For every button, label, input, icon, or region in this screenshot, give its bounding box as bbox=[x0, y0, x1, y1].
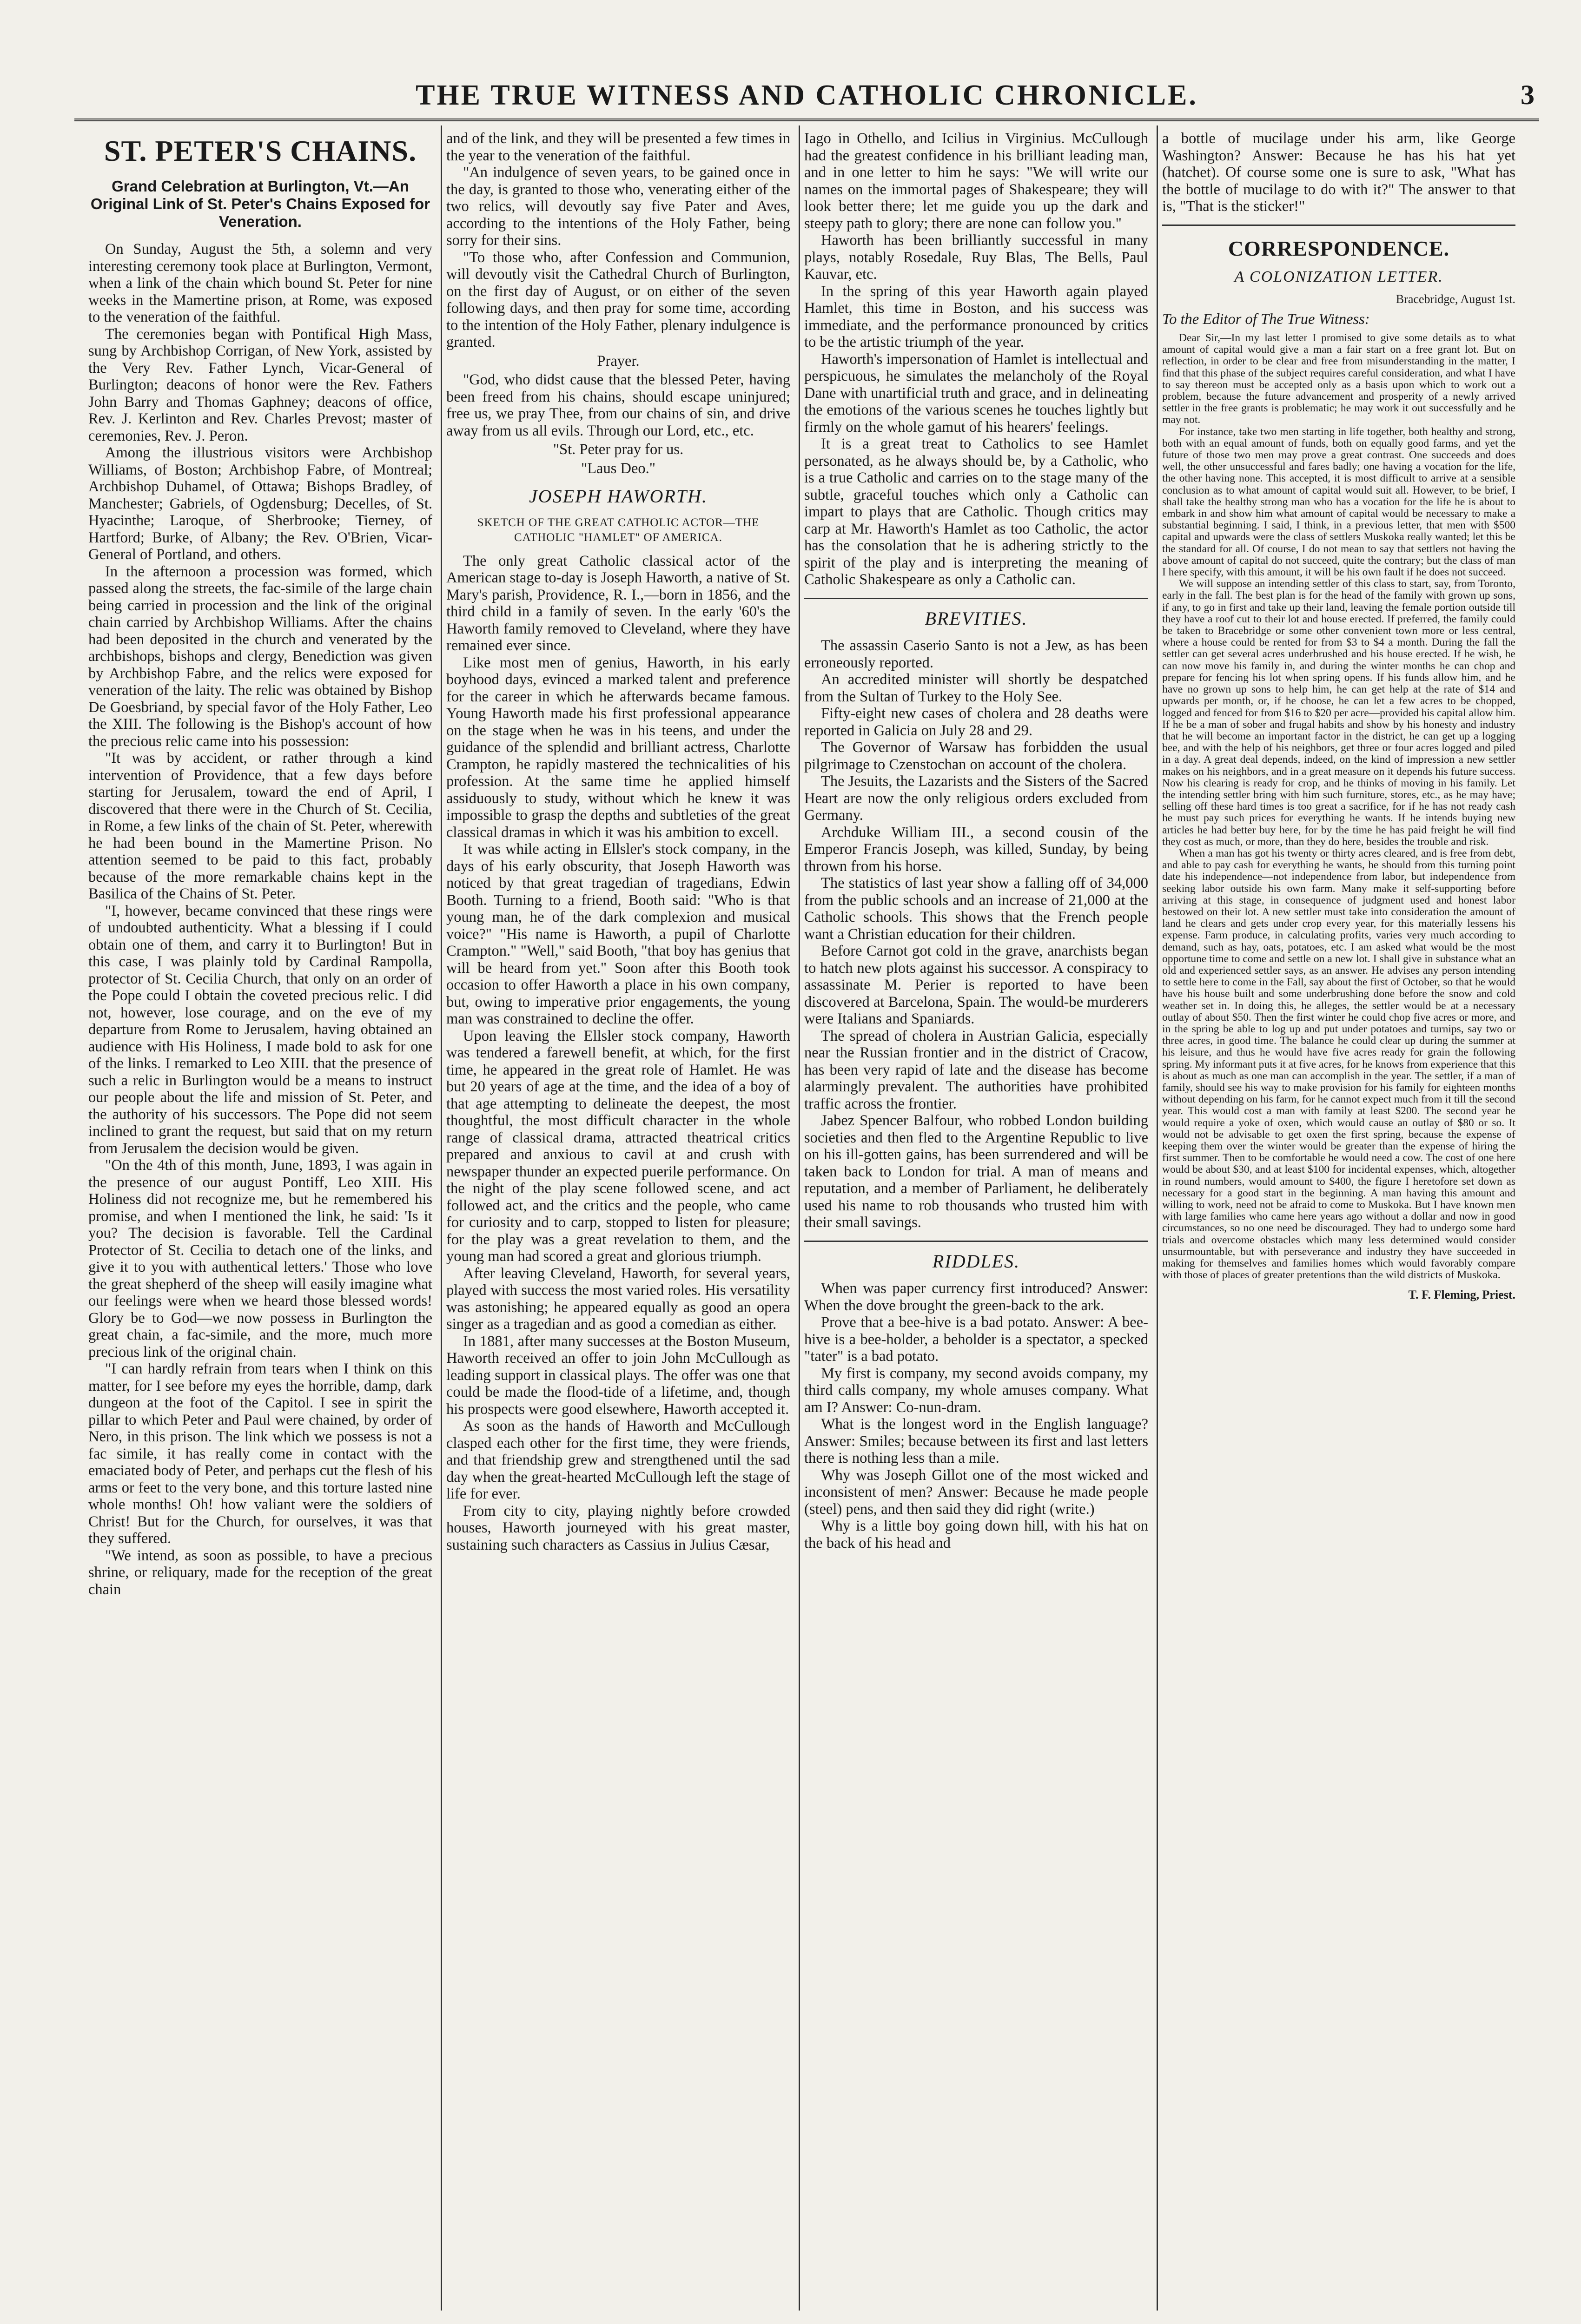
letter-paragraph: Dear Sir,—In my last letter I promised to give some details as to what amount of capital would give a man a fair start on a free grant lot. But on reflection, in order to be clear and free from misunderstanding in the matter, I find that this phase of the subject requires careful consideration, and what I have to say thereon must be accepted only as a basis upon which to work out a problem, because the future advancement and prosperity of a newly arrived settler in the free grants is problematic; he may work it out successfully and he may not. bbox=[1162, 332, 1515, 426]
paragraph: The ceremonies began with Pontifical High Mass, sung by Archbishop Corrigan, of New York, assisted by the Very Rev. Father Lynch, Vicar-General of Burlington; deacons of honor were the Rev. Fathers John Barry and Thomas Gaphney; deacons of office, Rev. J. Kerlinton and Rev. Charles Prevost; master of ceremonies, Rev. J. Peron. bbox=[88, 325, 432, 444]
paragraph: Haworth's impersonation of Hamlet is intellectual and perspicuous, he simulates the melancholy of the Royal Dane with unartificial truth and grace, and in delineating the emotions of the various scenes he touches lightly but firmly on the whole gamut of his hearers' feelings. bbox=[804, 350, 1148, 436]
letter-paragraph: When a man has got his twenty or thirty acres cleared, and is free from debt, and able to pay cash for everything he wants, he should from this turning point date his independence—not independence from labor, but independence from seeking labor outside his own farm. Many make it self-supporting before arriving at this stage, in consequence of judgment used and honest labor bestowed on their lot. A new settler must take into consideration the amount of land he clears and gets under crop every year, for this materially lessens his expense. Farm produce, in calculating profits, varies very much according to demand, such as hay, oats, potatoes, etc. I am asked what would be the most opportune time to come and settle on a new lot. I shall give in substance what an old and experienced settler says, as an answer. He advises any person intending to settle here to come in the Fall, say about the first of October, so that he would have his house built and some underbrushing done before the snow and cold weather set in. In doing this, he alleges, the settler would be at a necessary outlay of about $50. Then the first winter he could chop five acres or more, and in the spring be able to log up and put under potatoes and turnips, say two or three acres, in good time. The balance he could clear up during the summer at his leisure, and thus he would have five acres ready for grain the following spring. My informant puts it at five acres, for he knows from experience that this is about as much as one man can accomplish in the year. The settler, if a man of family, should see his way to make provision for his family for eighteen months without depending on his farm, for he cannot expect much from it till the second year. This would cost a man with family at least $200. The second year he would require a yoke of oxen, which would cause an outlay of $80 or so. It would not be advisable to get oxen the first spring, because the expense of keeping them over the winter would be greater than the expense of hiring the first summer. Then to be comfortable he would need a cow. The cost of one here would be about $30, and at least $100 for incidental expenses, which, altogether in round numbers, would amount to $400, the figure I heretofore set down as necessary for a good start in the beginning. A man having this amount and willing to work, need not be afraid to come to Muskoka. But I have known men with large families who came here years ago without a dollar and now in good circumstances, so no one need be discouraged. They had to undergo some hard trials and overcome obstacles which many less determined would consider unsurmountable, but with perseverance and industry they have succeeded in making for themselves and families homes which would favorably compare with those of places of greater pretentions than the wild districts of Muskoka. bbox=[1162, 847, 1515, 1281]
paragraph: On Sunday, August the 5th, a solemn and very interesting ceremony took place at Burlington, Vermont, when a link of the chain which bound St. Peter for nine weeks in the Mamertine prison, at Rome, was exposed to the veneration of the faithful. bbox=[88, 241, 432, 325]
paragraph: "An indulgence of seven years, to be gained once in the day, is granted to those who, venerating either of the two relics, will devoutly say five Pater and Aves, according to the intentions of the Holy Father, being sorry for their sins. bbox=[446, 164, 790, 249]
brevity-item: The Jesuits, the Lazarists and the Sisters of the Sacred Heart are now the only religious orders excluded from Germany. bbox=[804, 773, 1148, 824]
paragraph: Like most men of genius, Haworth, in his early boyhood days, evinced a marked talent and preference for the career in which he afterwards became famous. Young Haworth made his first professional appearance on the stage when he was in his teens, and under the guidance of the splendid and brilliant actress, Charlotte Crampton, he rapidly mastered the technicalities of his profession. At the same time he applied himself assiduously to study, without which he knew it was impossible to grasp the depths and subtleties of the great classical dramas in which it was his ambition to excell. bbox=[446, 654, 790, 841]
paragraph: "To those who, after Confession and Communion, will devoutly visit the Cathedral Church of Burlington, on the first day of August, or on either of the seven following days, and then pray for some time, according to the intention of the Holy Father, plenary indulgence is granted. bbox=[446, 249, 790, 350]
paragraph: "On the 4th of this month, June, 1893, I was again in the presence of our august Pontiff, Leo XIII. His Holiness did not recognize me, but he remembered his promise, and when I mentioned the link, he said: 'Is it you? The decision is favorable. Tell the Cardinal Protector of St. Cecilia to detach one of the links, and give it to you with authentical letters.' Those who love the great shepherd of the sheep will easily imagine what our feelings were when we heard those blessed words! Glory be to God—we now possess in Burlington the great chain, a fac-simile, and the more, much more precious link of the original chain. bbox=[88, 1157, 432, 1360]
brevity-item: Jabez Spencer Balfour, who robbed London building societies and then fled to the Argentine Republic to live on his ill-gotten gains, has been surrendered and will be taken back to London for trial. A man of means and reputation, and a member of Parliament, he deliberately used his name to rob thousands who trusted him with their small savings. bbox=[804, 1112, 1148, 1231]
brevity-item: Before Carnot got cold in the grave, anarchists began to hatch new plots against his successor. A conspiracy to assassinate M. Perier is reported to have been discovered at Barcelona, Spain. The would-be murderers were Italians and Spaniards. bbox=[804, 943, 1148, 1027]
paragraph: The only great Catholic classical actor of the American stage to-day is Joseph Haworth, a native of St. Mary's parish, Providence, R. I.,—born in 1856, and the third child in a family of seven. In the early '60's the Haworth family removed to Cleveland, where they have remained ever since. bbox=[446, 552, 790, 654]
paragraph: Iago in Othello, and Icilius in Virginius. McCullough had the greatest confidence in his brilliant leading man, and in one letter to him he says: "We will write our names on the immortal pages of Shakespeare; they will look better there; let me guide you up the dark and steepy path to glory; there are none can follow you." bbox=[804, 130, 1148, 232]
letter-paragraph: We will suppose an intending settler of this class to start, say, from Toronto, early in the fall. The best plan is for the head of the family with grown up sons, if any, to go in first and take up their land, leaving the female portion outside till they have a roof cut to their lot and house erected. If preferred, the family could be taken to Bracebridge or some other convenient town more or less central, where a house could be rented for from $3 to $4 a month. During the fall the settler can get several acres underbrushed and his house erected. If he wish, he can now move his family in, and during the winter months he can chop and prepare for fencing his lot when spring opens. If his funds allow him, and he have no grown up sons to help him, he can get help at the rate of $14 and upwards per month, or, if he choose, he can let a few acres to be chopped, logged and fenced for from $16 to $20 per acre—provided his capital allow him. If he be a man of sober and frugal habits and show by his honesty and industry that he will become an important factor in the district, he can get up a logging bee, and with the help of his neighbors, get three or four acres logged and piled in a day. A great deal depends, indeed, on the kind of impression a new settler makes on his neighbors, and in a great measure on it depends his future success. Now his clearing is ready for crop, and he thinks of moving in his family. Let the intending settler bring with him such furniture, stores, etc., as he may have; selling off these hard times is too great a sacrifice, for if he has not ready cash he must pay such prices for everything he wants. If he intends buying new articles he had better buy here, for by the time he has paid freight he will find they cost as much, or more, than they do here, besides the trouble and risk. bbox=[1162, 578, 1515, 848]
column-3 bbox=[804, 130, 1148, 2311]
paragraph: In 1881, after many successes at the Boston Museum, Haworth received an offer to join John McCullough as leading support in classical plays. The offer was one that could be made the flood-tide of a lifetime, and, though his prospects were good elsewhere, Haworth accepted it. bbox=[446, 1333, 790, 1418]
paragraph: "I can hardly refrain from tears when I think on this matter, for I see before my eyes the horrible, damp, dark dungeon at the foot of the Capitol. I see in spirit the pillar to which Peter and Paul were chained, by order of Nero, in this prison. The link which we possess is not a fac simile, it has really come in contact with the emaciated body of Peter, and perhaps cut the flesh of his arms or feet to the very bone, and this torture lasted nine whole months! Oh! how valiant were the soldiers of Christ! But for the Church, for ourselves, it was that they suffered. bbox=[88, 1360, 432, 1547]
article-subheading: Grand Celebration at Burlington, Vt.—An Original Link of St. Peter's Chains Exposed for Veneration. bbox=[90, 178, 430, 230]
brevity-item: The Governor of Warsaw has forbidden the usual pilgrimage to Czenstochan on account of the cholera. bbox=[804, 739, 1148, 773]
dateline: Bracebridge, August 1st. bbox=[1396, 292, 1515, 306]
paragraph: "We intend, as soon as possible, to have a precious shrine, or reliquary, made for the reception of the great chain bbox=[88, 1547, 432, 1598]
paragraph: It was while acting in Ellsler's stock company, in the days of his early obscurity, that Joseph Haworth was noticed by that great tragedian of tragedians, Edwin Booth. Turning to a friend, Booth said: "Who is that young man, he of the dark complexion and musical voice?" "His name is Haworth, a pupil of Charlotte Crampton." "Well," said Booth, "that boy has genius that will be heard from yet." Soon after this Booth took occasion to offer Haworth a place in his own company, but, owing to imperative prior engagements, the young man was constrained to decline the offer. bbox=[446, 841, 790, 1027]
paragraph: As soon as the hands of Haworth and McCullough clasped each other for the first time, they were friends, and that friendship grew and strengthened until the sad day when the great-hearted McCullough left the stage of life for ever. bbox=[446, 1418, 790, 1502]
paragraph: In the spring of this year Haworth again played Hamlet, this time in Boston, and his success was immediate, and the performance pronounced by critics to be the artistic triumph of the year. bbox=[804, 283, 1148, 350]
section-divider bbox=[1162, 224, 1515, 226]
article-heading: JOSEPH HAWORTH. bbox=[529, 486, 708, 507]
article-subheading: SKETCH OF THE GREAT CATHOLIC ACTOR—THE CATHOLIC "HAMLET" OF AMERICA. bbox=[477, 516, 760, 544]
paragraph: Among the illustrious visitors were Archbishop Williams, of Boston; Archbishop Fabre, of Montreal; Archbishop Duhamel, of Ottawa; Bishops Bradley, of Manchester; Gabriels, of Ogdensburg; Decelles, of St. Hyacinthe; Laroque, of Sherbrooke; Tierney, of Hartford; Burke, of Albany; the Rev. O'Brien, Vicar-General of Portland, and others. bbox=[88, 444, 432, 563]
section-heading: BREVITIES. bbox=[925, 607, 1028, 629]
paragraph: From city to city, playing nightly before crowded houses, Haworth journeyed with his great master, sustaining such characters as Cassius in Julius Cæsar, bbox=[446, 1502, 790, 1553]
section-divider bbox=[804, 1241, 1148, 1242]
section-heading: CORRESPONDENCE. bbox=[1228, 236, 1450, 260]
paragraph: In the afternoon a procession was formed, which passed along the streets, the fac-simile of the large chain being carried in procession and the link of the original chain carried by Archbishop Williams. After the chains had been deposited in the church and venerated by the archbishops, bishops and clergy, Benediction was given by Archbishop Fabre, and the relics were exposed for veneration of the laity. The relic was obtained by Bishop De Goesbriand, by special favor of the Holy Father, Leo the XIII. The following is the Bishop's account of how the precious relic came into his possession: bbox=[88, 563, 432, 750]
closing-line: "St. Peter pray for us. bbox=[553, 441, 684, 458]
letter-title: A COLONIZATION LETTER. bbox=[1234, 268, 1443, 285]
column-divider bbox=[1157, 125, 1158, 2311]
riddle-item: What is the longest word in the English language? Answer: Smiles; because between its first and last letters there is nothing less than a mile. bbox=[804, 1416, 1148, 1466]
salutation: To the Editor of The True Witness: bbox=[1162, 310, 1370, 328]
paragraph: a bottle of mucilage under his arm, like George Washington? Answer: Because he has his hat yet (hatchet). Of course some one is sure to ask, "What has the bottle of mucilage to do with it?" The answer to that is, "That is the sticker!" bbox=[1162, 130, 1515, 215]
paragraph: After leaving Cleveland, Haworth, for several years, played with success the most varied roles. His versatility was astonishing; he appeared equally as good an opera singer as a tragedian and as good a comedian as either. bbox=[446, 1265, 790, 1333]
column-1 bbox=[88, 130, 432, 2311]
riddle-item: My first is company, my second avoids company, my third calls company, my whole amuses company. What am I? Answer: Co-nun-dram. bbox=[804, 1365, 1148, 1416]
column-4 bbox=[1162, 130, 1515, 2311]
section-heading: RIDDLES. bbox=[932, 1250, 1020, 1272]
masthead bbox=[74, 79, 1539, 116]
letter-paragraph: For instance, take two men starting in life together, both healthy and strong, both with an equal amount of funds, both on equally good farms, and yet the future of those two men may prove a great contrast. One succeeds and does well, the other unsuccessful and fares badly; one having a vocation for the life, the other having none. This accepted, it is most difficult to arrive at a sensible conclusion as to what amount of capital would suit all. However, to be brief, I shall take the healthy strong man who has a vocation for the life he is about to embark in and show him what amount of capital would be necessary to make a substantial beginning. I said, I think, in a previous letter, that men with $500 capital and upwards were the class of settlers Muskoka really wanted; let this be the standard for all. Of course, I do not mean to say that settlers not having the above amount of capital do not succeed, quite the contrary; but the class of man I here specify, with this amount, it will be his own fault if he does not succeed. bbox=[1162, 425, 1515, 579]
paragraph: "It was by accident, or rather through a kind intervention of Providence, that a few days before starting for Jerusalem, toward the end of April, I discovered that there were in the Church of St. Cecilia, in Rome, a few links of the chain of St. Peter, wherewith he had been bound in the Mamertine Prison. No attention seemed to be paid to this fact, probably because of the more remarkable chains kept in the Basilica of the Chains of St. Peter. bbox=[88, 750, 432, 902]
paragraph: It is a great treat to Catholics to see Hamlet personated, as he always should be, by a Catholic, who is a true Catholic and carries on to the stage many of the subtle, graceful touches which only a Catholic can impart to plays that are Catholic. Though critics may carp at Mr. Haworth's Hamlet as too Catholic, the actor has the consolation that he is adhering strictly to the spirit of the play and is interpreting the meaning of Catholic Shakespeare as only a Catholic can. bbox=[804, 436, 1148, 588]
brevity-item: An accredited minister will shortly be despatched from the Sultan of Turkey to the Holy See. bbox=[804, 671, 1148, 705]
column-divider bbox=[441, 125, 442, 2311]
paragraph: and of the link, and they will be presented a few times in the year to the veneration of the faithful. bbox=[446, 130, 790, 164]
brevity-item: The assassin Caserio Santo is not a Jew, as has been erroneously reported. bbox=[804, 637, 1148, 671]
signature: T. F. Fleming, Priest. bbox=[1408, 1288, 1515, 1302]
riddle-item: Why is a little boy going down hill, with his hat on the back of his head and bbox=[804, 1518, 1148, 1552]
brevity-item: Archduke William III., a second cousin of the Emperor Francis Joseph, was killed, Sunday, by being thrown from his horse. bbox=[804, 824, 1148, 875]
paragraph: Haworth has been brilliantly successful in many plays, notably Rosedale, Ruy Blas, The Bells, Paul Kauvar, etc. bbox=[804, 232, 1148, 283]
column-2 bbox=[446, 130, 790, 2311]
riddle-item: When was paper currency first introduced? Answer: When the dove brought the green-back to the ark. bbox=[804, 1280, 1148, 1314]
section-divider bbox=[804, 598, 1148, 599]
paragraph: Upon leaving the Ellsler stock company, Haworth was tendered a farewell benefit, at which, for the first time, he appeared in the great role of Hamlet. He was but 20 years of age at the time, and the idea of a boy of that age attempting to delineate the deepest, the most thoughtful, the most difficult character in the whole range of classical drama, attracted theatrical critics prepared and anxious to cavil at and crush with newspaper thunder an expected puerile performance. On the night of the play scene followed scene, and act followed act, and the critics and the people, who came for curiosity and to carp, stopped to listen for pleasure; for the play was a great revelation to them, and the young man had scored a great and glorious triumph. bbox=[446, 1027, 790, 1265]
column-divider bbox=[799, 125, 800, 2311]
riddle-item: Why was Joseph Gillot one of the most wicked and inconsistent of men? Answer: Because he made people (steel) pens, and then said they did right (write.) bbox=[804, 1466, 1148, 1518]
masthead-rule bbox=[74, 119, 1539, 121]
paragraph: "I, however, became convinced that these rings were of undoubted authenticity. What a blessing if I could obtain one of them, and carry it to Burlington! But in this case, I was plainly told by Cardinal Rampolla, protector of St. Cecilia Church, that only on an order of the Pope could I obtain the coveted precious relic. I did not, however, lose courage, and on the eve of my departure from Rome to Jerusalem, having obtained an audience with His Holiness, I made bold to ask for one of the links. I remarked to Leo XIII. that the presence of such a relic in Burlington would be a means to instruct our people about the life and mission of St. Peter, and the authority of his successors. The Pope did not seem inclined to grant the request, but said that on my return from Jerusalem the decision would be given. bbox=[88, 902, 432, 1157]
closing-line: "Laus Deo." bbox=[581, 460, 656, 477]
riddle-item: Prove that a bee-hive is a bad potato. Answer: A bee-hive is a bee-holder, a beholder is a spectator, a specked "tater" is a bad potato. bbox=[804, 1314, 1148, 1365]
page-number: 3 bbox=[1521, 79, 1535, 110]
brevity-item: The statistics of last year show a falling off of 34,000 from the public schools and an increase of 21,000 at the Catholic schools. This shows that the French people want a Christian education for their children. bbox=[804, 875, 1148, 943]
masthead-title: THE TRUE WITNESS AND CATHOLIC CHRONICLE. bbox=[416, 79, 1198, 111]
brevity-item: Fifty-eight new cases of cholera and 28 deaths were reported in Galicia on July 28 and 29. bbox=[804, 705, 1148, 739]
prayer-label: Prayer. bbox=[597, 352, 640, 370]
brevity-item: The spread of cholera in Austrian Galicia, especially near the Russian frontier and in the district of Cracow, has been very rapid of late and the disease has become alarmingly prevalent. The authorities have prohibited traffic across the frontier. bbox=[804, 1027, 1148, 1112]
prayer-text: "God, who didst cause that the blessed Peter, having been freed from his chains, should escape uninjured; free us, we pray Thee, from our chains of sin, and drive away from us all evils. Through our Lord, etc., etc. bbox=[446, 371, 790, 439]
article-heading: ST. PETER'S CHAINS. bbox=[104, 134, 417, 167]
